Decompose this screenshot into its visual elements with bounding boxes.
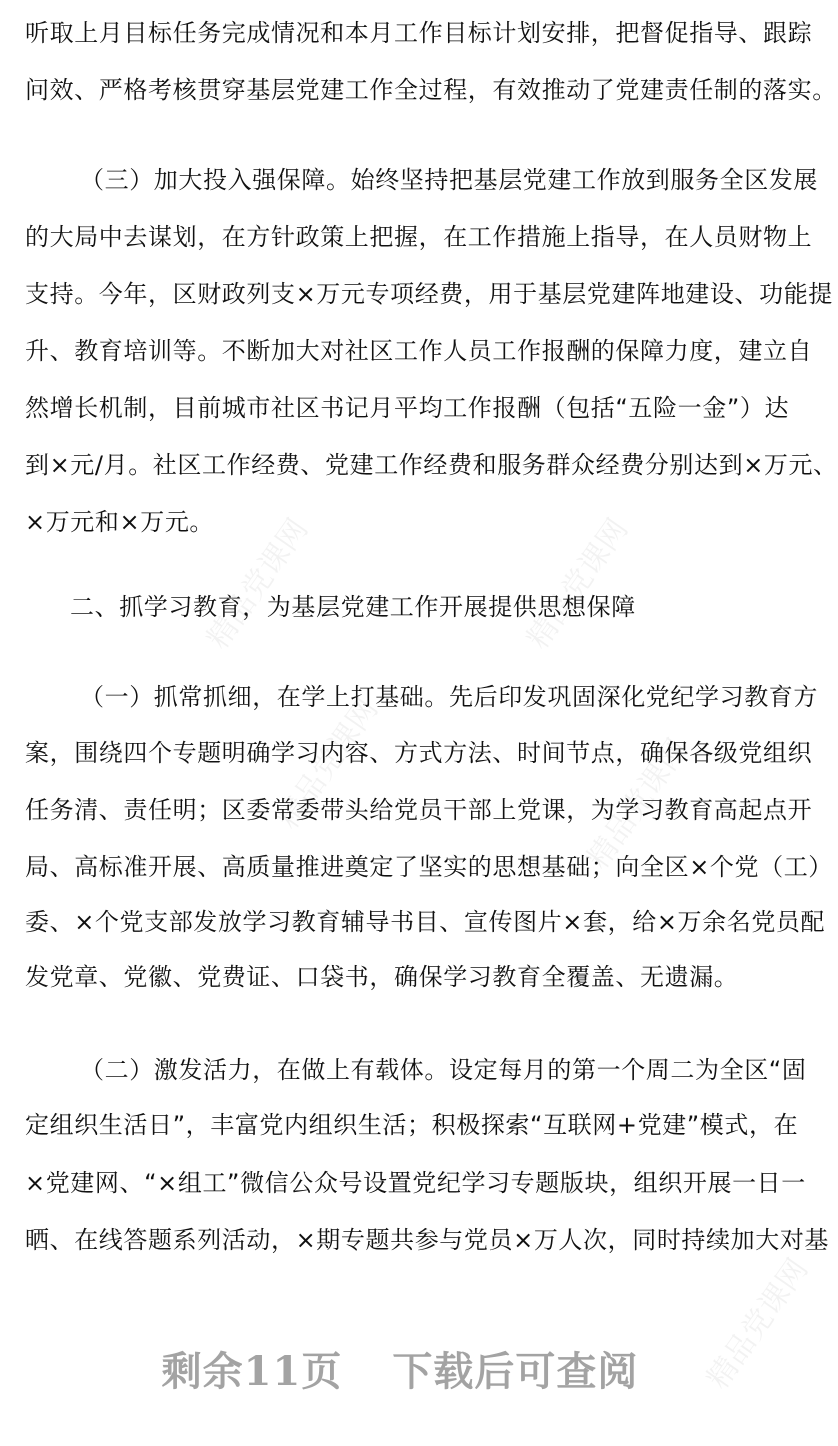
- text-line: 问效、严格考核贯穿基层党建工作全过程，有效推动了党建责任制的落实。: [25, 76, 837, 104]
- text-line: 定组织生活日”，丰富党内组织生活；积极探索“互联网+党建”模式，在: [25, 1111, 799, 1139]
- text-line: 晒、在线答题系列活动，×期专题共参与党员×万人次，同时持续加大对基: [25, 1226, 830, 1254]
- watermark: 精品党课网: [270, 692, 386, 836]
- text-line: 发党章、党徽、党费证、口袋书，确保学习教育全覆盖、无遗漏。: [25, 963, 739, 991]
- paragraph-first-line: （三）加大投入强保障。始终坚持把基层党建工作放到服务全区发展: [80, 166, 818, 194]
- watermark: 精品党课网: [520, 512, 636, 656]
- download-to-view-label[interactable]: 下载后可查阅: [392, 1348, 639, 1395]
- paragraph-first-line: （一）抓常抓细，在学上打基础。先后印发巩固深化党纪学习教育方: [80, 683, 818, 711]
- watermark: 精品党课网: [580, 732, 696, 876]
- text-line: 局、高标准开展、高质量推进奠定了坚实的思想基础；向全区×个党（工）: [25, 853, 833, 881]
- watermark: 精品党课网: [200, 512, 316, 656]
- text-line: 案，围绕四个专题明确学习内容、方式方法、时间节点，确保各级党组织: [25, 739, 813, 767]
- text-line: 任务清、责任明；区委常委带头给党员干部上党课，为学习教育高起点开: [25, 796, 813, 824]
- text-line: 的大局中去谋划，在方针政策上把握，在工作措施上指导，在人员财物上: [25, 223, 813, 251]
- text-line: ×万元和×万元。: [25, 508, 215, 536]
- text-line: 支持。今年，区财政列支×万元专项经费，用于基层党建阵地建设、功能提: [25, 280, 833, 308]
- text-line: 到×元/月。社区工作经费、党建工作经费和服务群众经费分别达到×万元、: [25, 451, 838, 479]
- remaining-pages-label: 剩余11页: [161, 1348, 343, 1395]
- section-heading: 二、抓学习教育，为基层党建工作开展提供思想保障: [70, 593, 636, 621]
- text-line: 升、教育培训等。不断加大对社区工作人员工作报酬的保障力度，建立自: [25, 337, 813, 365]
- text-line: ×党建网、“×组工”微信公众号设置党纪学习专题版块，组织开展一日一: [25, 1169, 806, 1197]
- paragraph-first-line: （二）激发活力，在做上有载体。设定每月的第一个周二为全区“固: [80, 1056, 807, 1084]
- text-line: 然增长机制，目前城市社区书记月平均工作报酬（包括“五险一金”）达: [25, 394, 790, 422]
- text-line: 听取上月目标任务完成情况和本月工作目标计划安排，把督促指导、跟踪: [25, 19, 813, 47]
- watermark: 精品党课网: [700, 1252, 816, 1396]
- text-line: 委、×个党支部发放学习教育辅导书目、宣传图片×套，给×万余名党员配: [25, 908, 826, 936]
- download-prompt[interactable]: [0, 1340, 800, 1397]
